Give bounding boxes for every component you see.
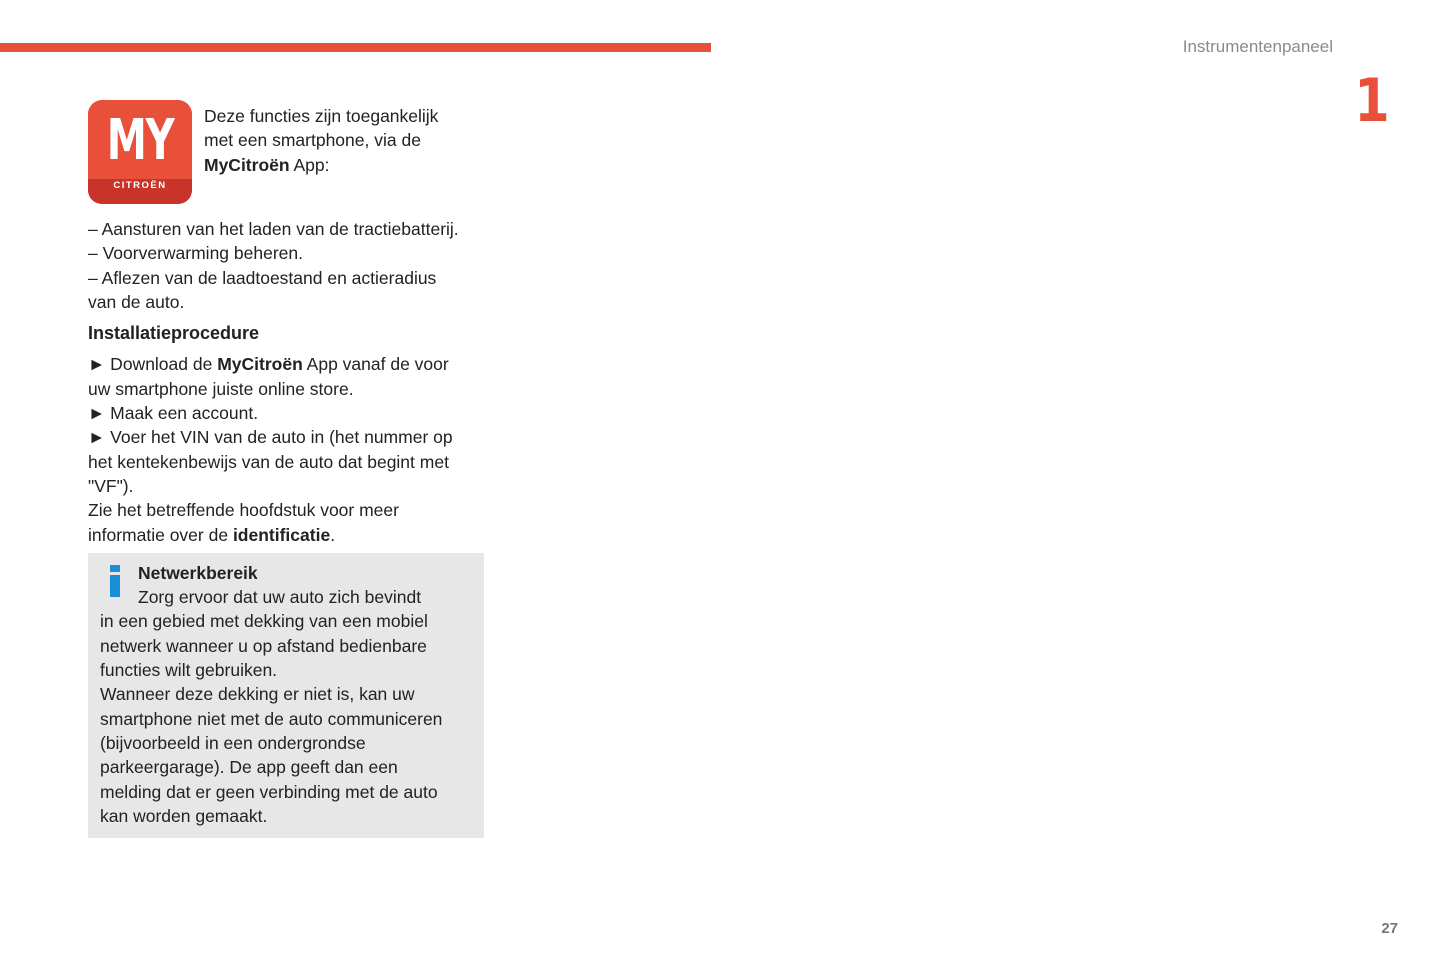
intro-line: met een smartphone, via de xyxy=(204,130,421,151)
reference-suffix: . xyxy=(330,524,336,545)
installation-heading: Installatieprocedure xyxy=(88,323,260,344)
reference-text-continued xyxy=(88,523,484,547)
step-3-continued: "VF"). xyxy=(88,475,134,496)
note-title: Netwerkbereik xyxy=(138,562,258,583)
app-icon-label: MY xyxy=(106,108,174,173)
step-2: ► Maak een account. xyxy=(88,403,259,424)
identification-reference: identificatie xyxy=(232,524,331,545)
reference-prefix: informatie over de xyxy=(88,524,233,545)
header-accent-bar xyxy=(0,43,711,52)
list-item: van de auto. xyxy=(88,291,185,312)
intro-line: App: xyxy=(289,154,330,175)
step-text: App vanaf de voor xyxy=(302,354,449,375)
note-line: functies wilt gebruiken. xyxy=(100,660,278,681)
app-icon-brand: CITROËN xyxy=(113,179,167,191)
intro-line: Deze functies zijn toegankelijk xyxy=(204,106,439,126)
app-intro xyxy=(88,100,484,208)
note-line: (bijvoorbeeld in een ondergrondse xyxy=(100,732,366,753)
note-line: melding dat er geen verbinding met de auto xyxy=(100,781,438,802)
note-line: smartphone niet met de auto communiceren xyxy=(100,708,443,729)
note-line: netwerk wanneer u op afstand bedienbare xyxy=(100,635,427,656)
feature-list xyxy=(88,217,484,314)
list-item: – Aansturen van het laden van de tractiebatterij. xyxy=(88,219,459,239)
section-title: Instrumentenpaneel xyxy=(1182,37,1333,56)
app-name: MyCitroën xyxy=(217,354,303,375)
list-item: – Aflezen van de laadtoestand en actieradius xyxy=(88,267,437,288)
note-line: parkeergarage). De app geeft dan een xyxy=(100,757,398,778)
step-1-continued: uw smartphone juiste online store. xyxy=(88,378,354,399)
note-line: in een gebied met dekking van een mobiel xyxy=(100,611,428,632)
info-icon xyxy=(109,565,121,597)
reference-text: Zie het betreffende hoofdstuk voor meer xyxy=(88,500,399,521)
installation-steps xyxy=(88,352,484,546)
step-1 xyxy=(88,352,484,376)
step-3: ► Voer het VIN van de auto in (het nummer op xyxy=(88,427,453,448)
mycitroen-app-icon xyxy=(88,100,192,204)
step-text: ► Download de xyxy=(88,354,218,375)
note-line: Wanneer deze dekking er niet is, kan uw xyxy=(100,684,415,705)
list-item: – Voorverwarming beheren. xyxy=(88,243,303,264)
network-note xyxy=(88,553,484,838)
content-column xyxy=(88,100,484,838)
page-number: 27 xyxy=(1381,920,1398,937)
chapter-number: 1 xyxy=(1354,66,1390,136)
step-3-continued: het kentekenbewijs van de auto dat begint met xyxy=(88,451,449,472)
note-line: kan worden gemaakt. xyxy=(100,805,268,826)
intro-text xyxy=(204,104,484,177)
app-name: MyCitroën xyxy=(204,154,290,175)
note-line: Zorg ervoor dat uw auto zich bevindt xyxy=(138,587,422,608)
